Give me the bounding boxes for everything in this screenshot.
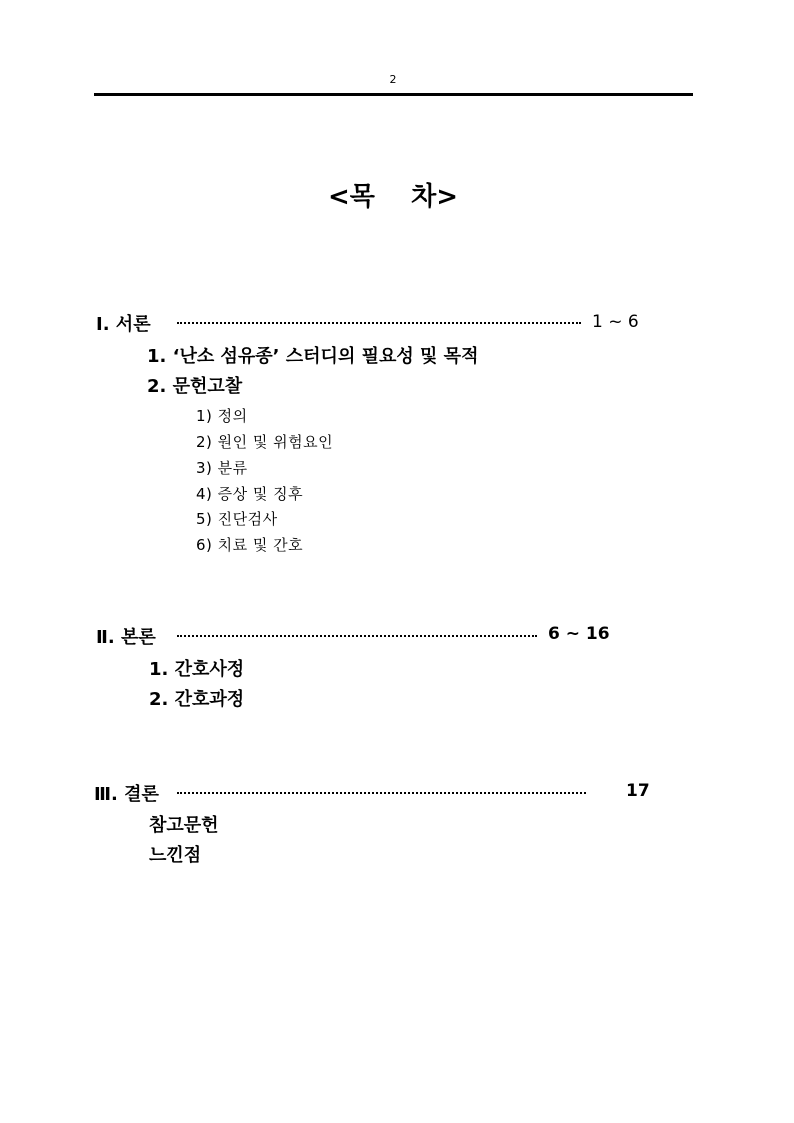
- toc-item: 1. ‘난소 섬유종’ 스터디의 필요성 및 목적: [147, 346, 479, 367]
- toc-subitem: 2) 원인 및 위험요인: [196, 433, 334, 451]
- toc-subitem: 5) 진단검사: [196, 510, 278, 528]
- toc-subitem: 4) 증상 및 징후: [196, 485, 304, 503]
- toc-item: 1. 간호사정: [149, 659, 245, 680]
- toc-subitem: 1) 정의: [196, 407, 248, 425]
- page-range: 17: [626, 781, 650, 801]
- dot-leader: [177, 322, 581, 324]
- toc-subitem: 6) 치료 및 간호: [196, 536, 304, 554]
- toc-item: 느낀점: [149, 845, 202, 866]
- document-title: <목 차>: [327, 182, 458, 212]
- page-range: 6 ~ 16: [548, 624, 610, 644]
- page-range: 1 ~ 6: [592, 312, 639, 332]
- section-heading: Ⅰ. 서론: [96, 314, 151, 335]
- toc-item: 2. 간호과정: [149, 689, 245, 710]
- dot-leader: [177, 792, 586, 794]
- dot-leader: [177, 635, 537, 637]
- section-heading: Ⅲ. 결론: [94, 784, 159, 805]
- toc-item: 참고문헌: [149, 815, 219, 836]
- page-number: 2: [389, 73, 397, 86]
- toc-subitem: 3) 분류: [196, 459, 248, 477]
- section-heading: Ⅱ. 본론: [96, 627, 156, 648]
- toc-item: 2. 문헌고찰: [147, 376, 243, 397]
- header-rule: [94, 93, 693, 96]
